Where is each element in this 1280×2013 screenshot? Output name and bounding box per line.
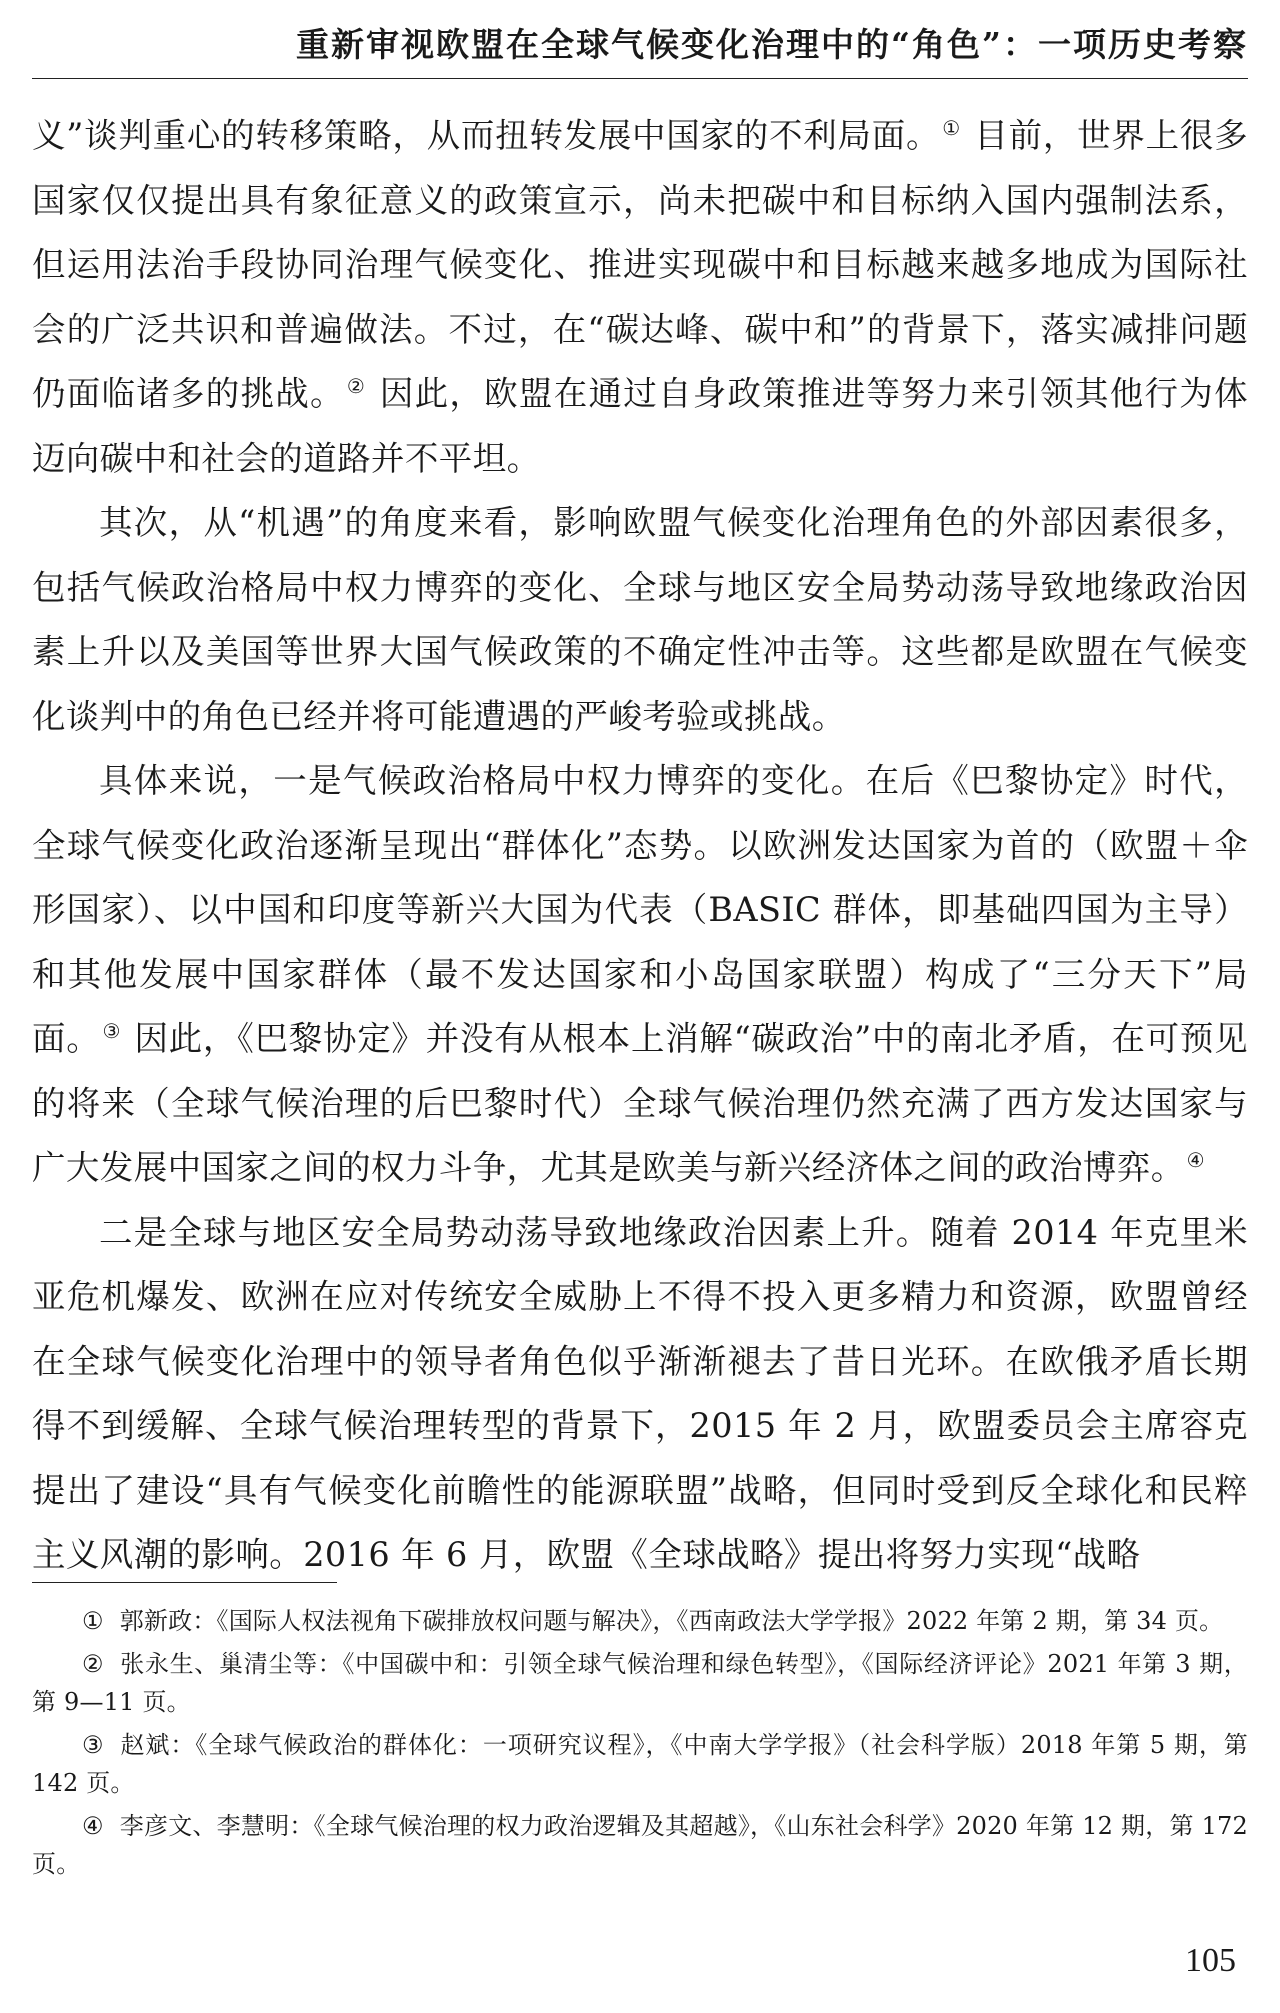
footnote-ref-1[interactable]: ① <box>942 115 961 140</box>
footnote-number: ① <box>82 1607 104 1635</box>
footnote-ref-2[interactable]: ② <box>346 373 366 398</box>
footnote-4 <box>32 1807 1248 1883</box>
footnote-text: 李彦文、李慧明：《全球气候治理的权力政治逻辑及其超越》，《山东社会科学》2020 年第 12 期，第 172 页。 <box>32 1812 1248 1878</box>
footnote-text: 张永生、巢清尘等：《中国碳中和：引领全球气候治理和绿色转型》，《国际经济评论》2021 年第 3 期，第 9—11 页。 <box>32 1650 1248 1716</box>
footnote-divider <box>32 1582 337 1583</box>
paragraph-text: 因此，欧盟在通过自身政策推进等努力来引领其他行为体迈向碳中和社会的道路并不平坦。 <box>32 374 1248 478</box>
footnote-ref-4[interactable]: ④ <box>1186 1147 1205 1172</box>
paragraph-text: 义”谈判重心的转移策略，从而扭转发展中国家的不利局面。 <box>32 116 941 155</box>
footnote-number: ③ <box>82 1731 104 1759</box>
running-header-title: 重新审视欧盟在全球气候变化治理中的“角色”：一项历史考察 <box>296 25 1248 64</box>
paragraph-text: 目前，世界上很多国家仅仅提出具有象征意义的政策宣示，尚未把碳中和目标纳入国内强制法系，但运用法治手段协同治理气候变化、推进实现碳中和目标越来越多地成为国际社会的广泛共识和普遍做法。不过，在“碳达峰、碳中和”的背景下，落实减排问题仍面临诸多的挑战。 <box>32 116 1248 413</box>
footnote-ref-3[interactable]: ③ <box>102 1018 122 1043</box>
footnote-2 <box>32 1645 1248 1721</box>
paragraph-geopolitics: 二是全球与地区安全局势动荡导致地缘政治因素上升。随着 2014 年克里米亚危机爆发、欧洲在应对传统安全威胁上不得不投入更多精力和资源，欧盟曾经在全球气候变化治理中的领导者角色似乎渐渐褪去了昔日光环。在欧俄矛盾长期得不到缓解、全球气候治理转型的背景下，2015 年 2 月，欧盟委员会主席容克提出了建设“具有气候变化前瞻性的能源联盟”战略，但同时受到反全球化和民粹主义风潮的影响。2016 年 6 月，欧盟《全球战略》提出将努力实现“战略 <box>32 1212 1248 1574</box>
page-number: 105 <box>1185 1942 1236 1979</box>
paragraph-opportunity: 其次，从“机遇”的角度来看，影响欧盟气候变化治理角色的外部因素很多，包括气候政治格局中权力博弈的变化、全球与地区安全局势动荡导致地缘政治因素上升以及美国等世界大国气候政策的不确定性冲击等。这些都是欧盟在气候变化谈判中的角色已经并将可能遭遇的严峻考验或挑战。 <box>32 503 1248 736</box>
footnote-number: ② <box>82 1650 104 1678</box>
paragraph-text: 因此，《巴黎协定》并没有从根本上消解“碳政治”中的南北矛盾，在可预见的将来（全球气候治理的后巴黎时代）全球气候治理仍然充满了西方发达国家与广大发展中国家之间的权力斗争，尤其是欧美与新兴经济体之间的政治博弈。 <box>32 1019 1248 1187</box>
footnote-text: 郭新政：《国际人权法视角下碳排放权问题与解决》，《西南政法大学学报》2022 年第 2 期，第 34 页。 <box>119 1607 1224 1635</box>
paragraph-power-game <box>32 749 1248 1201</box>
footnote-1 <box>32 1602 1248 1640</box>
footnotes <box>32 1602 1248 1888</box>
footnote-3 <box>32 1726 1248 1802</box>
paragraph-text: 具体来说，一是气候政治格局中权力博弈的变化。在后《巴黎协定》时代，全球气候变化政治逐渐呈现出“群体化”态势。以欧洲发达国家为首的（欧盟＋伞形国家）、以中国和印度等新兴大国为代表（BASIC 群体，即基础四国为主导）和其他发展中国家群体（最不发达国家和小岛国家联盟）构成了“三分天下”局面。 <box>32 761 1248 1058</box>
footnote-number: ④ <box>82 1812 104 1840</box>
running-header <box>32 22 1248 79</box>
body-text <box>32 104 1248 1588</box>
footnote-text: 赵斌：《全球气候政治的群体化：一项研究议程》，《中南大学学报》（社会科学版）2018 年第 5 期，第 142 页。 <box>32 1731 1248 1797</box>
paragraph-continuation <box>32 104 1248 491</box>
